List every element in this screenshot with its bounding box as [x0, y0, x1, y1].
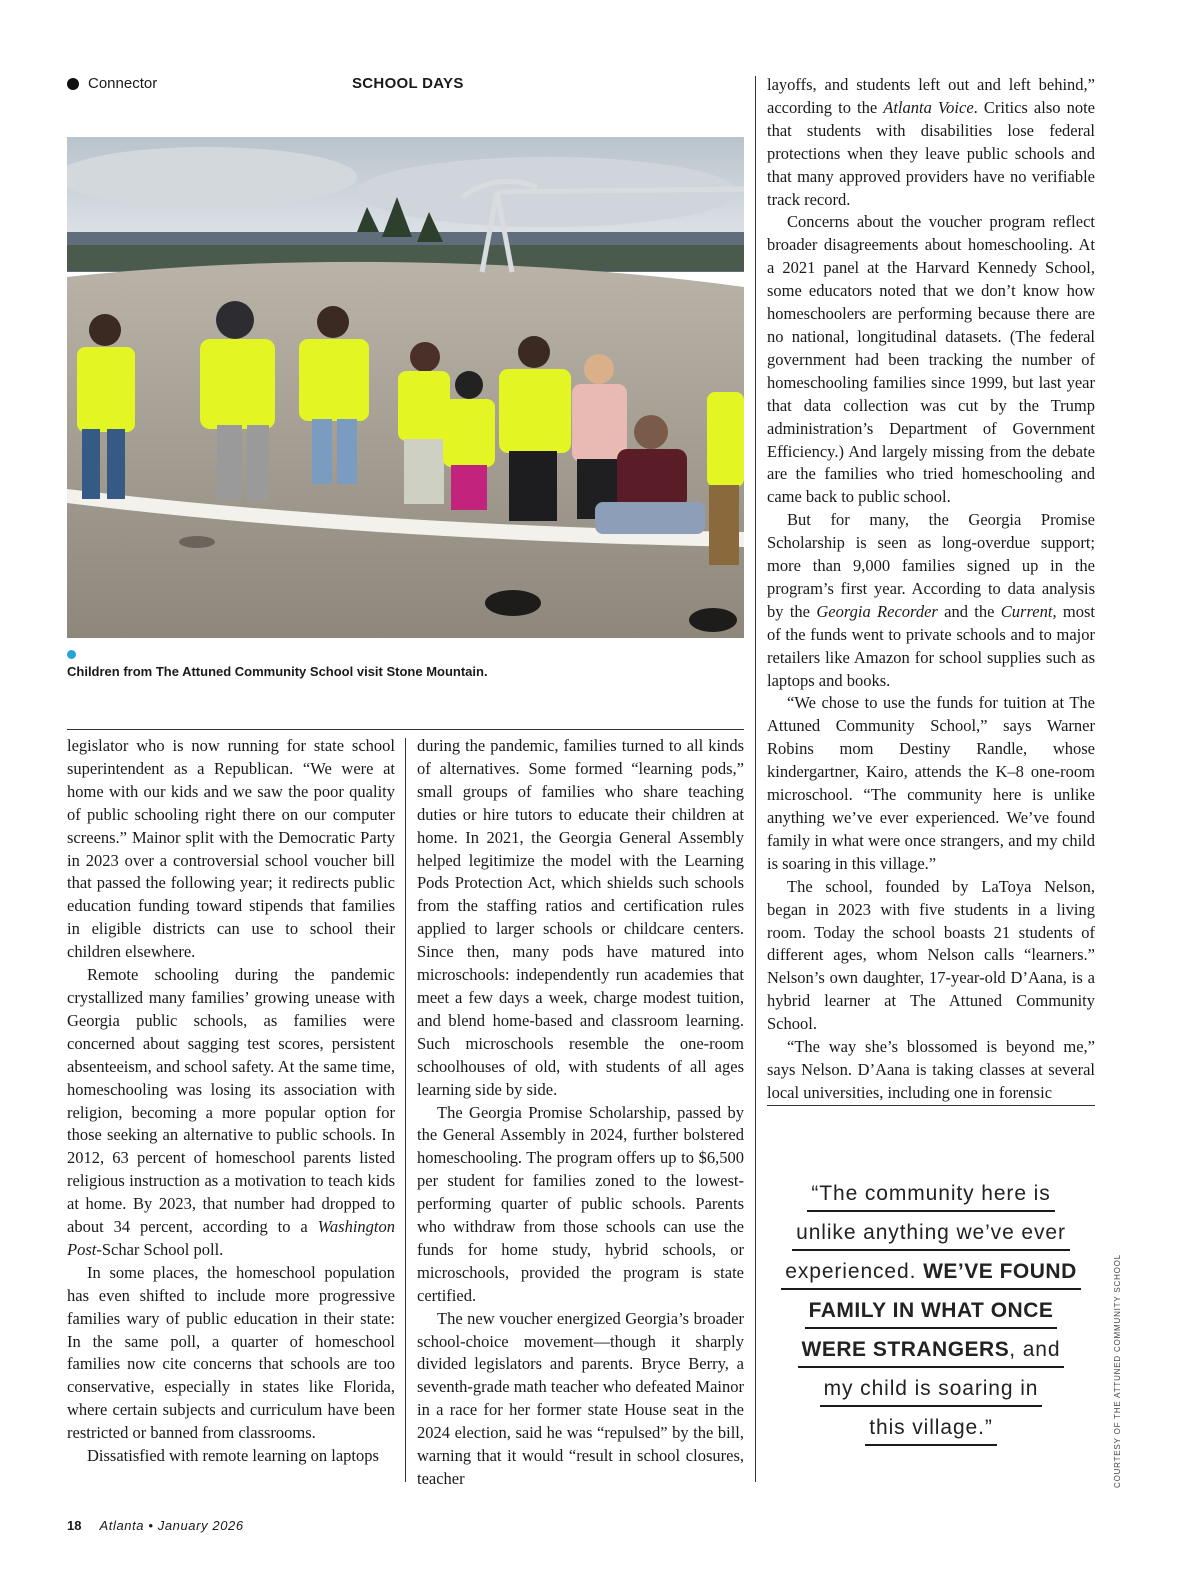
- paragraph: “The way she’s blossomed is beyond me,” says Nelson. D’Aana is taking classes at several local universities, including one in forensic: [767, 1037, 1095, 1102]
- pull-quote-line: experienced. WE’VE FOUND: [781, 1256, 1080, 1290]
- body-column-1: [67, 735, 395, 1468]
- bullet-icon: [67, 78, 79, 90]
- pull-quote-line: this village.”: [865, 1412, 996, 1446]
- child-8: [707, 392, 744, 565]
- paragraph: The school, founded by LaToya Nelson, began in 2023 with five students in a living room. Today the school boasts 21 students of different ages, whom Nelson calls “learners.” Nelson’s own daughter, 17-year-old D’Aana, is a hybrid learner at The Attuned Community School.: [767, 876, 1095, 1034]
- section-title: SCHOOL DAYS: [352, 75, 464, 92]
- paragraph: layoffs, and students left out and left behind,” according to the Atlanta Voice. Critics also note that students with disabilities lose federal protections when they leave public schools and that many approved providers have no verifiable track record.: [767, 75, 1095, 209]
- paragraph: The Georgia Promise Scholarship, passed by the General Assembly in 2024, further bolstered homeschooling. The program offers up to $6,500 per student for families zoned to the lowest-performing quarter of public schools. Parents who withdraw from those schools can use the funds for home study, hybrid schools, or microschools, provided the program is state certified.: [417, 1102, 744, 1305]
- folio: [67, 1518, 244, 1533]
- rock-pool: [179, 536, 215, 548]
- rock-pool: [485, 590, 541, 616]
- section-label: Connector: [88, 75, 158, 92]
- paragraph: The new voucher energized Georgia’s broader school-choice movement—though it sharply divided legislators and parents. Bryce Berry, a seventh-grade math teacher who defeated Mainor in a race for her former state House seat in the 2024 election, said he was “repulsed” by the bill, warning that it would “result in school closures, teacher: [417, 1308, 744, 1488]
- stone-mountain-photo: [67, 137, 744, 638]
- photo-credit: COURTESY OF THE ATTUNED COMMUNITY SCHOOL: [1113, 1254, 1122, 1488]
- body-column-2: [417, 735, 744, 1491]
- paragraph: Dissatisfied with remote learning on laptops: [87, 1446, 379, 1466]
- paragraph: But for many, the Georgia Promise Scholarship is seen as long-overdue support; more than 9,000 families signed up in the program’s first year. According to data analysis by the Georgia Recorder and the Current, most of the funds went to private schools and to major retailers like Amazon for school supplies such as laptops and books.: [767, 510, 1095, 690]
- rock-pool: [689, 608, 737, 632]
- pull-quote-line: my child is soaring in: [820, 1373, 1043, 1407]
- page-number: 18: [67, 1518, 82, 1533]
- pull-quote-line: “The community here is: [807, 1178, 1054, 1212]
- divider: [67, 729, 744, 730]
- publication-info: Atlanta • January 2026: [99, 1518, 244, 1533]
- paragraph: during the pandemic, families turned to all kinds of alternatives. Some formed “learning pods,” small groups of families who share teaching duties or hire tutors to educate their children at home. In 2021, the Georgia General Assembly helped legitimize the model with the Learning Pods Protection Act, which shields such schools from the staffing ratios and certification rules applied to larger schools or childcare centers. Since then, many pods have matured into microschools: independently run academies that meet a few days a week, charge modest tuition, and blend home-based and classroom learning. Such microschools resemble the one-room schoolhouses of old, with students of all ages learning side by side.: [417, 736, 744, 1099]
- body-column-3: [767, 74, 1095, 1105]
- paragraph: Remote schooling during the pandemic crystallized many families’ growing unease with Georgia public schools, as families were concerned about sagging test scores, persistent absenteeism, and school safety. At the same time, homeschooling was losing its association with religion, becoming a more popular option for those seeking an alternative to public schools. In 2012, 63 percent of homeschool parents listed religious instruction as a motivation to teach kids at home. By 2023, that number had dropped to about 34 percent, according to a Washington Post-Schar School poll.: [67, 965, 395, 1259]
- pull-quote-line: WERE STRANGERS, and: [798, 1334, 1065, 1368]
- paragraph: Concerns about the voucher program reflect broader disagreements about homeschooling. At a 2021 panel at the Harvard Kennedy School, some educators noted that we don’t know how homeschoolers are performing because there are no national, longitudinal datasets. (The federal government had been tracking the number of homeschooling families since 1999, but last year that data collection was cut by the Trump administration’s Department of Government Efficiency.) And largely missing from the debate are the families who tried homeschooling and came back to public school.: [767, 212, 1095, 507]
- section-tag: [67, 75, 157, 92]
- paragraph: legislator who is now running for state school superintendent as a Republican. “We were at home with our kids and we saw the poor quality of public schooling right there on our computer screens.” Mainor split with the Democratic Party in 2023 over a controversial school voucher bill that passed the following year; it redirects public education funding toward stipends that families in eligible districts can use to school their children elsewhere.: [67, 736, 395, 962]
- photo-caption: Children from The Attuned Community School visit Stone Mountain.: [67, 664, 488, 679]
- divider: [767, 1105, 1095, 1106]
- paragraph: In some places, the homeschool population has even shifted to include more progressive families wary of public education in their state: In the same poll, a quarter of homeschool families now cite concerns that schools are too conservative, especially in states like Florida, where certain subjects and curriculum have been restricted or banned from classrooms.: [67, 1262, 395, 1443]
- cloud: [67, 147, 357, 207]
- pull-quote: [767, 1178, 1095, 1451]
- article-photo: [67, 137, 744, 638]
- caption-marker: [67, 650, 76, 659]
- paragraph: “We chose to use the funds for tuition at The Attuned Community School,” says Warner Robins mom Destiny Randle, whose kindergartner, Kairo, attends the K–8 one-room microschool. “The community here is unlike anything we’ve ever experienced. We’ve found family in what were once strangers, and my child is soaring in this village.”: [767, 693, 1095, 873]
- column-divider: [405, 738, 406, 1482]
- pull-quote-line: unlike anything we’ve ever: [792, 1217, 1070, 1251]
- column-divider: [755, 76, 756, 1482]
- pull-quote-line: FAMILY IN WHAT ONCE: [805, 1295, 1058, 1329]
